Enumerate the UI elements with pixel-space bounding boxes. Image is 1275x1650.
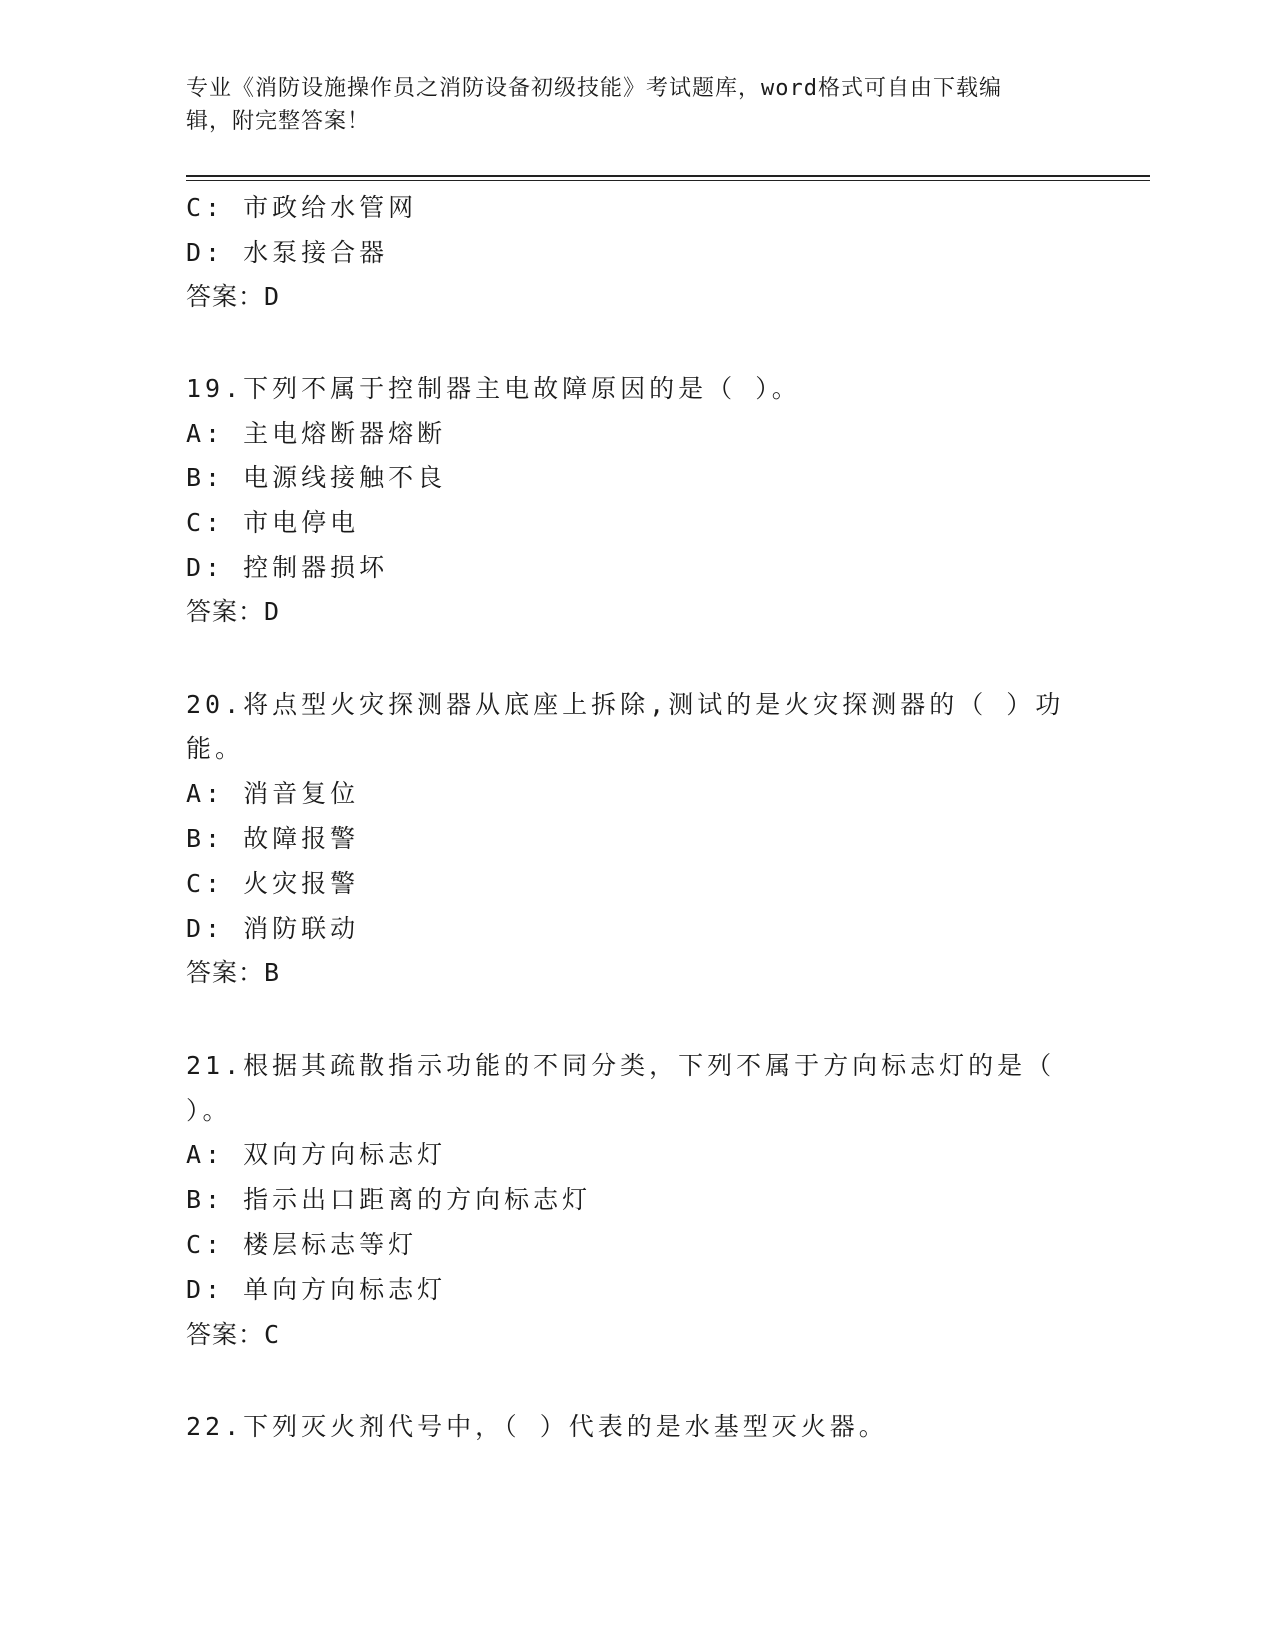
q20-stem-line-2: 能。 (186, 734, 245, 763)
q20-stem-line-1: 20.将点型火灾探测器从底座上拆除,测试的是火灾探测器的（ ）功 (186, 690, 1065, 719)
q19-stem: 19.下列不属于控制器主电故障原因的是（ ）。 (186, 374, 801, 403)
q21-option-a: A: 双向方向标志灯 (186, 1140, 447, 1169)
q19-option-b: B: 电源线接触不良 (186, 463, 447, 492)
q21-stem-line-1: 21.根据其疏散指示功能的不同分类，下列不属于方向标志灯的是（ (186, 1051, 1056, 1080)
q20-option-b: B: 故障报警 (186, 824, 360, 853)
q19-option-c: C: 市电停电 (186, 508, 360, 537)
q19-option-a: A: 主电熔断器熔断 (186, 419, 447, 448)
q18-answer: 答案：D (186, 282, 281, 311)
header-line-1: 专业《消防设施操作员之消防设备初级技能》考试题库，word格式可自由下载编 (186, 76, 1002, 101)
q21-answer: 答案：C (186, 1320, 281, 1349)
header-divider-thin (186, 180, 1150, 181)
q19-answer: 答案：D (186, 597, 281, 626)
header-divider-thick (186, 175, 1150, 177)
q20-answer: 答案：B (186, 958, 281, 987)
q18-option-d: D: 水泵接合器 (186, 238, 389, 267)
q18-option-c: C: 市政给水管网 (186, 193, 418, 222)
document-header (186, 72, 1086, 138)
q21-stem-line-2: ）。 (186, 1096, 232, 1125)
q20-option-c: C: 火灾报警 (186, 869, 360, 898)
q19-option-d: D: 控制器损坏 (186, 553, 389, 582)
q21-option-d: D: 单向方向标志灯 (186, 1275, 447, 1304)
q20-option-a: A: 消音复位 (186, 779, 360, 808)
q20-option-d: D: 消防联动 (186, 914, 360, 943)
q22-stem: 22.下列灭火剂代号中，（ ）代表的是水基型灭火器。 (186, 1412, 888, 1441)
q21-option-c: C: 楼层标志等灯 (186, 1230, 418, 1259)
header-line-2: 辑，附完整答案！ (186, 109, 371, 134)
q21-option-b: B: 指示出口距离的方向标志灯 (186, 1185, 592, 1214)
